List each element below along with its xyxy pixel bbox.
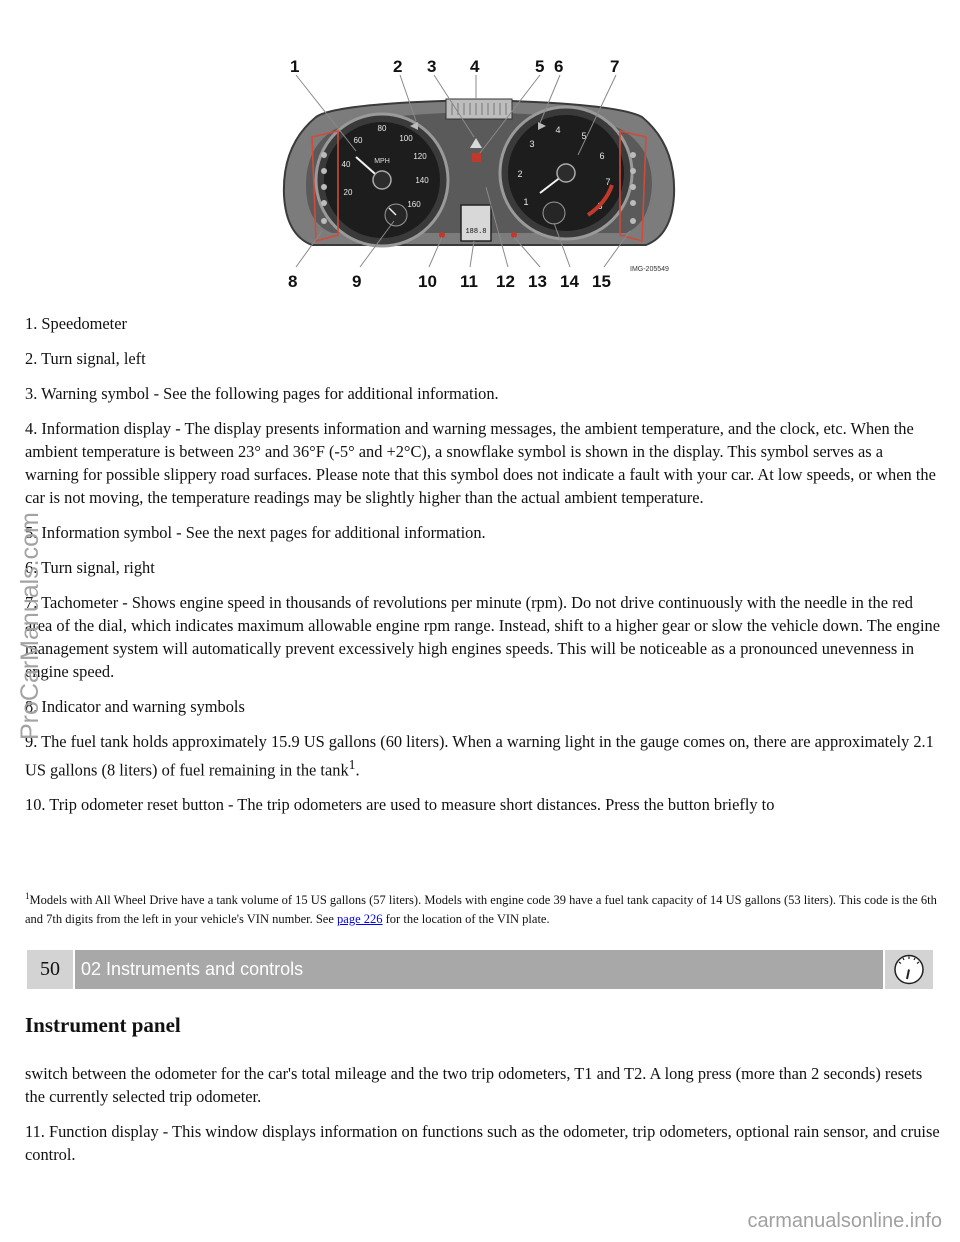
item-3: 3. Warning symbol - See the following pages for additional information.	[25, 384, 499, 403]
odo-readout: 188.8	[465, 228, 487, 236]
footnote-text: Models with All Wheel Drive have a tank volume of 15 US gallons (57 liters). Models with engine code 39 have a fuel tank capacity of 14 US gallons (53 liters). This code is the 6th and 7th digits from the left in your vehicle's VIN number. See	[25, 893, 937, 927]
tacho-label: 5	[581, 131, 587, 141]
callout-15: 15	[592, 272, 611, 291]
callout-12: 12	[496, 272, 515, 291]
callout-14: 14	[560, 272, 579, 291]
footnote-text-end: for the location of the VIN plate.	[382, 912, 550, 927]
speedo-label: 160	[407, 200, 421, 209]
tacho-label: 7	[605, 177, 611, 187]
item-9-end: .	[355, 760, 360, 780]
gauge-icon	[885, 950, 933, 989]
footnote	[25, 887, 937, 929]
item-1: 1. Speedometer	[25, 314, 127, 333]
item-9	[25, 730, 940, 781]
page-number: 50	[27, 950, 73, 989]
item-2: 2. Turn signal, left	[25, 349, 146, 368]
item-6: 6. Turn signal, right	[25, 558, 155, 577]
section-header-bar	[27, 950, 933, 989]
callout-6: 6	[554, 57, 564, 76]
footnote-ref: 1	[348, 757, 356, 772]
page-heading: Instrument panel	[25, 1013, 181, 1037]
speedo-unit: MPH	[374, 158, 390, 165]
item-list-continued	[25, 1062, 940, 1166]
callout-8: 8	[288, 272, 298, 291]
image-code: IMG-205549	[630, 266, 669, 273]
callout-3: 3	[427, 57, 437, 76]
footer-watermark: carmanualsonline.info	[747, 1210, 942, 1232]
item-4: 4. Information display - The display presents information and warning messages, the ambient temperature, and the clock, etc. When the ambient temperature is between 23° and 36°F (-5° and +2°C), a snowflake symbol is shown in the display. This symbol serves as a warning for possible slippery road surfaces. Please note that this symbol does not indicate a fault with your car. At low speeds, or when the car is not moving, the temperature readings may be slightly higher than the actual ambient temperature.	[25, 419, 936, 507]
callout-13: 13	[528, 272, 547, 291]
item-8: 8. Indicator and warning symbols	[25, 697, 245, 716]
item-9-text: 9. The fuel tank holds approximately 15.9 US gallons (60 liters). When a warning light in the gauge comes on, there are approximately 2.1 US gallons (8 liters) of fuel remaining in the tank	[25, 732, 934, 780]
speedo-label: 140	[415, 176, 429, 185]
tacho-label: 4	[555, 125, 561, 135]
section-title: 02 Instruments and controls	[75, 950, 883, 989]
watermark: ProCarManuals.com	[16, 512, 44, 740]
callout-11: 11	[460, 272, 478, 291]
callout-4: 4	[470, 57, 480, 76]
item-7: 7. Tachometer - Shows engine speed in thousands of revolutions per minute (rpm). Do not drive continuously with the needle in the red area of the dial, which indicates maximum allowable engine rpm range. Instead, shift to a higher gear or slow the vehicle down. The engine management system will automatically prevent excessively high engines speeds. This will be noticeable as a pronounced unevenness in engine speed.	[25, 593, 940, 681]
item-list	[25, 312, 940, 816]
tacho-label: 1	[523, 197, 529, 207]
item-5: 5. Information symbol - See the next pages for additional information.	[25, 523, 486, 542]
item-10: 10. Trip odometer reset button - The trip odometers are used to measure short distances. Press the button briefly to	[25, 795, 775, 815]
tacho-label: 2	[517, 169, 523, 179]
item-10-continued: switch between the odometer for the car's total mileage and the two trip odometers, T1 and T2. A long press (more than 2 seconds) resets the currently selected trip odometer.	[25, 1064, 923, 1106]
callout-10: 10	[418, 272, 437, 291]
speedo-label: 120	[413, 152, 427, 161]
page-226-link[interactable]: page 226	[337, 912, 383, 927]
speedo-label: 20	[343, 188, 353, 197]
callout-1: 1	[290, 57, 300, 76]
callout-7: 7	[610, 57, 620, 76]
callout-9: 9	[352, 272, 362, 291]
callout-2: 2	[393, 57, 403, 76]
footnote-marker: 1	[25, 891, 30, 901]
speedo-label: 100	[399, 134, 413, 143]
tacho-label: 8	[597, 201, 603, 211]
speedo-label: 60	[353, 136, 363, 145]
tacho-label: 6	[599, 151, 605, 161]
item-11: 11. Function display - This window displays information on functions such as the odometer, trip odometers, optional rain sensor, and cruise control.	[25, 1122, 940, 1164]
speedo-label: 40	[341, 160, 351, 169]
speedo-label: 80	[377, 124, 387, 133]
tacho-label: 3	[529, 139, 535, 149]
instrument-panel-figure	[276, 45, 682, 295]
callout-5: 5	[535, 57, 545, 76]
